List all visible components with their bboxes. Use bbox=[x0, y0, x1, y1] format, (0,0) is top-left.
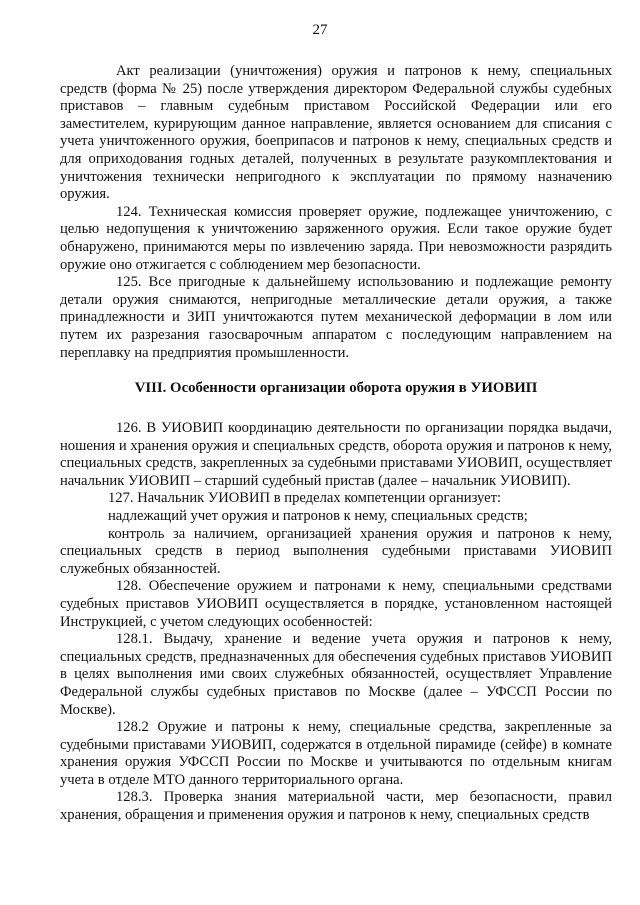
paragraph-128-2: 128.2 Оружие и патроны к нему, специальные средства, закрепленные за судебными приставами УИОВИП, содержатся в отдельной пирамиде (сейфе) в комнате хранения оружия УФССП России по Москве и учитываются по отдельным книгам учета в отделе МТО данного территориального органа. bbox=[60, 719, 612, 788]
paragraph-125: 125. Все пригодные к дальнейшему использованию и подлежащие ремонту детали оружия снимаются, непригодные металлические детали оружия, а также принадлежности и ЗИП уничтожаются путем механической деформации в лом или путем их разрезания газосварочным аппаратом с последующим направлением на переплавку на предприятия промышленности. bbox=[60, 274, 612, 361]
section-heading: VIII. Особенности организации оборота оружия в УИОВИП bbox=[134, 380, 538, 396]
paragraph-128-3: 128.3. Проверка знания материальной части, мер безопасности, правил хранения, обращения и применения оружия и патронов к нему, специальных средств bbox=[60, 789, 612, 824]
paragraph-124: 124. Техническая комиссия проверяет оружие, подлежащее уничтожению, с целью недопущения к уничтожению заряженного оружия. Если такое оружие будет обнаружено, принимаются меры по извлечению заряда. При невозможности разрядить оружие оно отжигается с соблюдением мер безопасности. bbox=[60, 203, 612, 273]
section-heading-block bbox=[60, 379, 612, 397]
paragraph-128-1: 128.1. Выдачу, хранение и ведение учета оружия и патронов к нему, специальных средств, предназначенных для обеспечения судебных приставов УИОВИП в целях выполнения ими своих служебных обязанностей, осуществляет Управление Федеральной службы судебных приставов по Москве (далее – УФССП России по Москве). bbox=[60, 631, 612, 718]
paragraph-128: 128. Обеспечение оружием и патронами к нему, специальными средствами судебных приставов УИОВИП осуществляется в порядке, установленном настоящей Инструкцией, с учетом следующих особенностей: bbox=[60, 578, 612, 630]
page-number: 27 bbox=[312, 22, 328, 38]
paragraph-127: 127. Начальник УИОВИП в пределах компетенции организует: bbox=[108, 490, 502, 507]
paragraph-act-realization: Акт реализации (уничтожения) оружия и патронов к нему, специальных средств (форма № 25) после утверждения директором Федеральной службы судебных приставов – главным судебным приставом Российской Федерации или его заместителем, курирующим данное направление, является основанием для списания с учета уничтоженного оружия, боеприпасов и патронов к нему, специальных средств и для оприходования годных деталей, полученных в результате разукомплектования и уничтожения технически непригодного к эксплуатации по прямому назначению оружия. bbox=[60, 63, 612, 203]
text-block-bottom bbox=[60, 420, 612, 825]
text-block-top bbox=[60, 63, 612, 362]
paragraph-126: 126. В УИОВИП координацию деятельности по организации порядка выдачи, ношения и хранения оружия и специальных средств, оборота оружия и патронов к нему, специальных средств, закрепленных за судебными приставами УИОВИП, осуществляет начальник УИОВИП – старший судебный пристав (далее – начальник УИОВИП). bbox=[60, 420, 612, 489]
paragraph-127-item-2: контроль за наличием, организацией хранения оружия и патронов к нему, специальных средств в период выполнения судебными приставами УИОВИП служебных обязанностей. bbox=[60, 525, 612, 577]
paragraph-127-item-1: надлежащий учет оружия и патронов к нему, специальных средств; bbox=[108, 507, 528, 524]
